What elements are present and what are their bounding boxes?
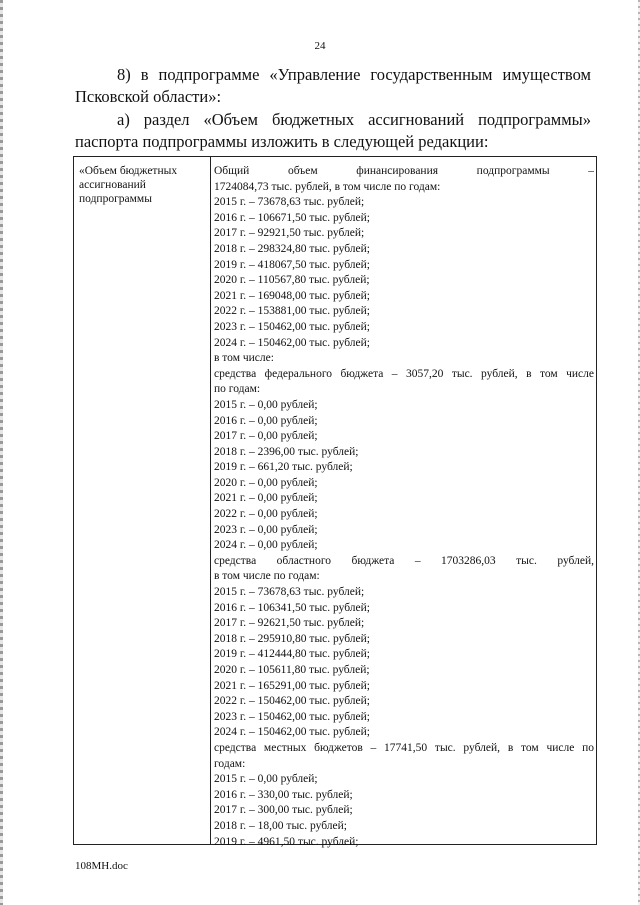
- right-cell-line: в том числе по годам:: [214, 570, 320, 583]
- right-cell-line: 2020 г. – 0,00 рублей;: [214, 476, 318, 489]
- right-cell-line: средства местных бюджетов – 17741,50 тыс. рублей, в том числе по: [214, 741, 594, 754]
- right-cell-line: 2018 г. – 295910,80 тыс. рублей;: [214, 632, 370, 645]
- right-cell-line: 2019 г. – 4961,50 тыс. рублей;: [214, 835, 359, 848]
- right-cell-line: средства федерального бюджета – 3057,20 тыс. рублей, в том числе: [214, 367, 594, 380]
- right-cell-line: 2024 г. – 0,00 рублей;: [214, 539, 318, 552]
- table-right-cell: [214, 164, 594, 850]
- right-cell-line: 2015 г. – 73678,63 тыс. рублей;: [214, 196, 365, 209]
- table-column-divider: [210, 157, 211, 844]
- right-cell-line: средства областного бюджета – 1703286,03 тыс. рублей,: [214, 554, 594, 567]
- intro-paragraph-2-line-2: [75, 131, 591, 153]
- intro-paragraph-2-line-1: [75, 109, 591, 131]
- right-cell-line: 2015 г. – 0,00 рублей;: [214, 773, 318, 786]
- right-cell-line: 2016 г. – 0,00 рублей;: [214, 414, 318, 427]
- intro-paragraph-1-line-1: [75, 64, 591, 86]
- intro-text: а) раздел «Объем бюджетных ассигнований подпрограммы»: [117, 110, 591, 129]
- right-cell-line: 2017 г. – 300,00 тыс. рублей;: [214, 804, 353, 817]
- right-cell-line: 2019 г. – 661,20 тыс. рублей;: [214, 461, 353, 474]
- right-cell-line: 2019 г. – 412444,80 тыс. рублей;: [214, 648, 370, 661]
- intro-text: паспорта подпрограммы изложить в следующей редакции:: [75, 132, 489, 151]
- right-cell-line: 2018 г. – 298324,80 тыс. рублей;: [214, 242, 370, 255]
- right-cell-line: 2023 г. – 150462,00 тыс. рублей;: [214, 320, 370, 333]
- right-cell-line: 2018 г. – 2396,00 тыс. рублей;: [214, 445, 359, 458]
- right-cell-line: 1724084,73 тыс. рублей, в том числе по годам:: [214, 180, 441, 193]
- right-cell-line: 2022 г. – 0,00 рублей;: [214, 508, 318, 521]
- left-cell-line: ассигнований: [79, 179, 146, 191]
- page-number: 24: [314, 40, 326, 52]
- right-cell-line: 2023 г. – 0,00 рублей;: [214, 523, 318, 536]
- right-cell-line: Общий объем финансирования подпрограммы –: [214, 165, 594, 177]
- right-cell-line: 2017 г. – 92621,50 тыс. рублей;: [214, 617, 365, 630]
- footer-filename: 108МН.doc: [75, 860, 128, 872]
- right-cell-line: 2024 г. – 150462,00 тыс. рублей;: [214, 336, 370, 349]
- right-cell-line: 2017 г. – 0,00 рублей;: [214, 430, 318, 443]
- left-cell-line: «Объем бюджетных: [79, 165, 178, 177]
- right-cell-line: 2016 г. – 106341,50 тыс. рублей;: [214, 601, 370, 614]
- right-cell-line: 2015 г. – 73678,63 тыс. рублей;: [214, 586, 365, 599]
- scan-edge-left: [0, 0, 3, 905]
- right-cell-line: 2021 г. – 169048,00 тыс. рублей;: [214, 289, 370, 302]
- budget-table: [73, 156, 597, 848]
- right-cell-line: 2019 г. – 418067,50 тыс. рублей;: [214, 258, 370, 271]
- right-cell-line: 2023 г. – 150462,00 тыс. рублей;: [214, 710, 370, 723]
- right-cell-line: 2016 г. – 106671,50 тыс. рублей;: [214, 211, 370, 224]
- right-cell-line: 2020 г. – 105611,80 тыс. рублей;: [214, 664, 370, 676]
- right-cell-line: 2016 г. – 330,00 тыс. рублей;: [214, 788, 353, 801]
- right-cell-line: 2022 г. – 150462,00 тыс. рублей;: [214, 695, 370, 708]
- right-cell-line: 2021 г. – 0,00 рублей;: [214, 492, 318, 505]
- right-cell-line: по годам:: [214, 383, 261, 396]
- right-cell-line: в том числе:: [214, 352, 274, 365]
- left-cell-line: подпрограммы: [79, 193, 152, 205]
- intro-text: Псковской области»:: [75, 87, 222, 106]
- right-cell-line: 2018 г. – 18,00 тыс. рублей;: [214, 819, 347, 832]
- right-cell-line: 2024 г. – 150462,00 тыс. рублей;: [214, 726, 370, 739]
- right-cell-line: 2021 г. – 165291,00 тыс. рублей;: [214, 679, 370, 692]
- right-cell-line: 2015 г. – 0,00 рублей;: [214, 398, 318, 411]
- right-cell-line: годам:: [214, 757, 246, 770]
- right-cell-line: 2022 г. – 153881,00 тыс. рублей;: [214, 305, 370, 318]
- right-cell-line: 2020 г. – 110567,80 тыс. рублей;: [214, 274, 370, 287]
- right-cell-line: 2017 г. – 92921,50 тыс. рублей;: [214, 227, 365, 240]
- table-left-cell: [79, 164, 207, 206]
- intro-paragraph-1-line-2: [75, 86, 591, 108]
- intro-text: 8) в подпрограмме «Управление государственным имуществом: [117, 65, 591, 84]
